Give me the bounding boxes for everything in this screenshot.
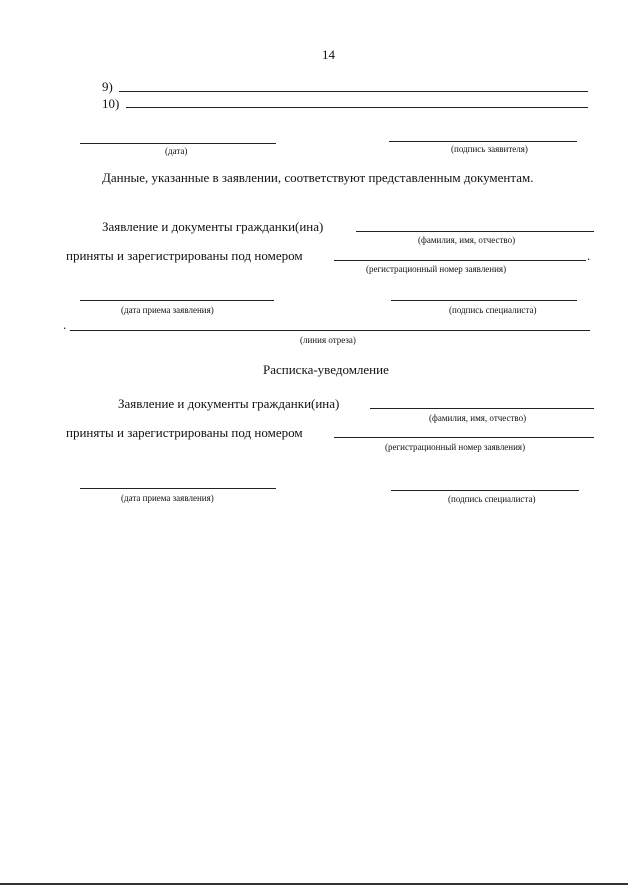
receipt-name-caption: (фамилия, имя, отчество)	[429, 413, 527, 423]
receipt-number-caption: (регистрационный номер заявления)	[385, 442, 526, 452]
date-caption: (дата)	[165, 146, 188, 156]
receipt-date-caption: (дата приема заявления)	[121, 493, 214, 503]
applicant-signature-line	[389, 141, 577, 142]
page-number: 14	[322, 47, 335, 62]
item-9-fill-line	[119, 91, 588, 92]
registration-line-2: приняты и зарегистрированы под номером	[66, 248, 303, 263]
receipt-line-1: Заявление и документы гражданки(ина)	[118, 396, 340, 411]
receipt-line-2: приняты и зарегистрированы под номером	[66, 425, 303, 440]
registration-line-1: Заявление и документы гражданки(ина)	[102, 219, 324, 234]
verification-text: Данные, указанные в заявлении, соответствуют представленным документам.	[102, 170, 534, 185]
cut-line-marker: .	[63, 317, 67, 332]
receipt-number-line	[334, 437, 594, 438]
applicant-name-caption: (фамилия, имя, отчество)	[418, 235, 516, 245]
item-10-fill-line	[126, 107, 588, 108]
acceptance-date-line	[80, 300, 274, 301]
applicant-name-line	[356, 231, 594, 232]
registration-line-2-end: .	[587, 248, 591, 263]
receipt-specialist-signature-line	[391, 490, 579, 491]
receipt-date-line	[80, 488, 276, 489]
item-9-label: 9)	[102, 79, 113, 94]
specialist-signature-caption: (подпись специалиста)	[449, 305, 537, 315]
item-10-label: 10)	[102, 96, 120, 111]
applicant-signature-caption: (подпись заявителя)	[451, 144, 528, 154]
registration-number-caption: (регистрационный номер заявления)	[366, 264, 507, 274]
receipt-title: Расписка-уведомление	[263, 362, 389, 377]
receipt-name-line	[370, 408, 594, 409]
receipt-specialist-signature-caption: (подпись специалиста)	[448, 494, 536, 504]
date-line	[80, 143, 276, 144]
specialist-signature-line	[391, 300, 577, 301]
registration-number-line	[334, 260, 586, 261]
acceptance-date-caption: (дата приема заявления)	[121, 305, 214, 315]
cut-line	[70, 330, 590, 331]
page-bottom-rule	[0, 883, 628, 885]
cut-line-caption: (линия отреза)	[300, 335, 356, 345]
